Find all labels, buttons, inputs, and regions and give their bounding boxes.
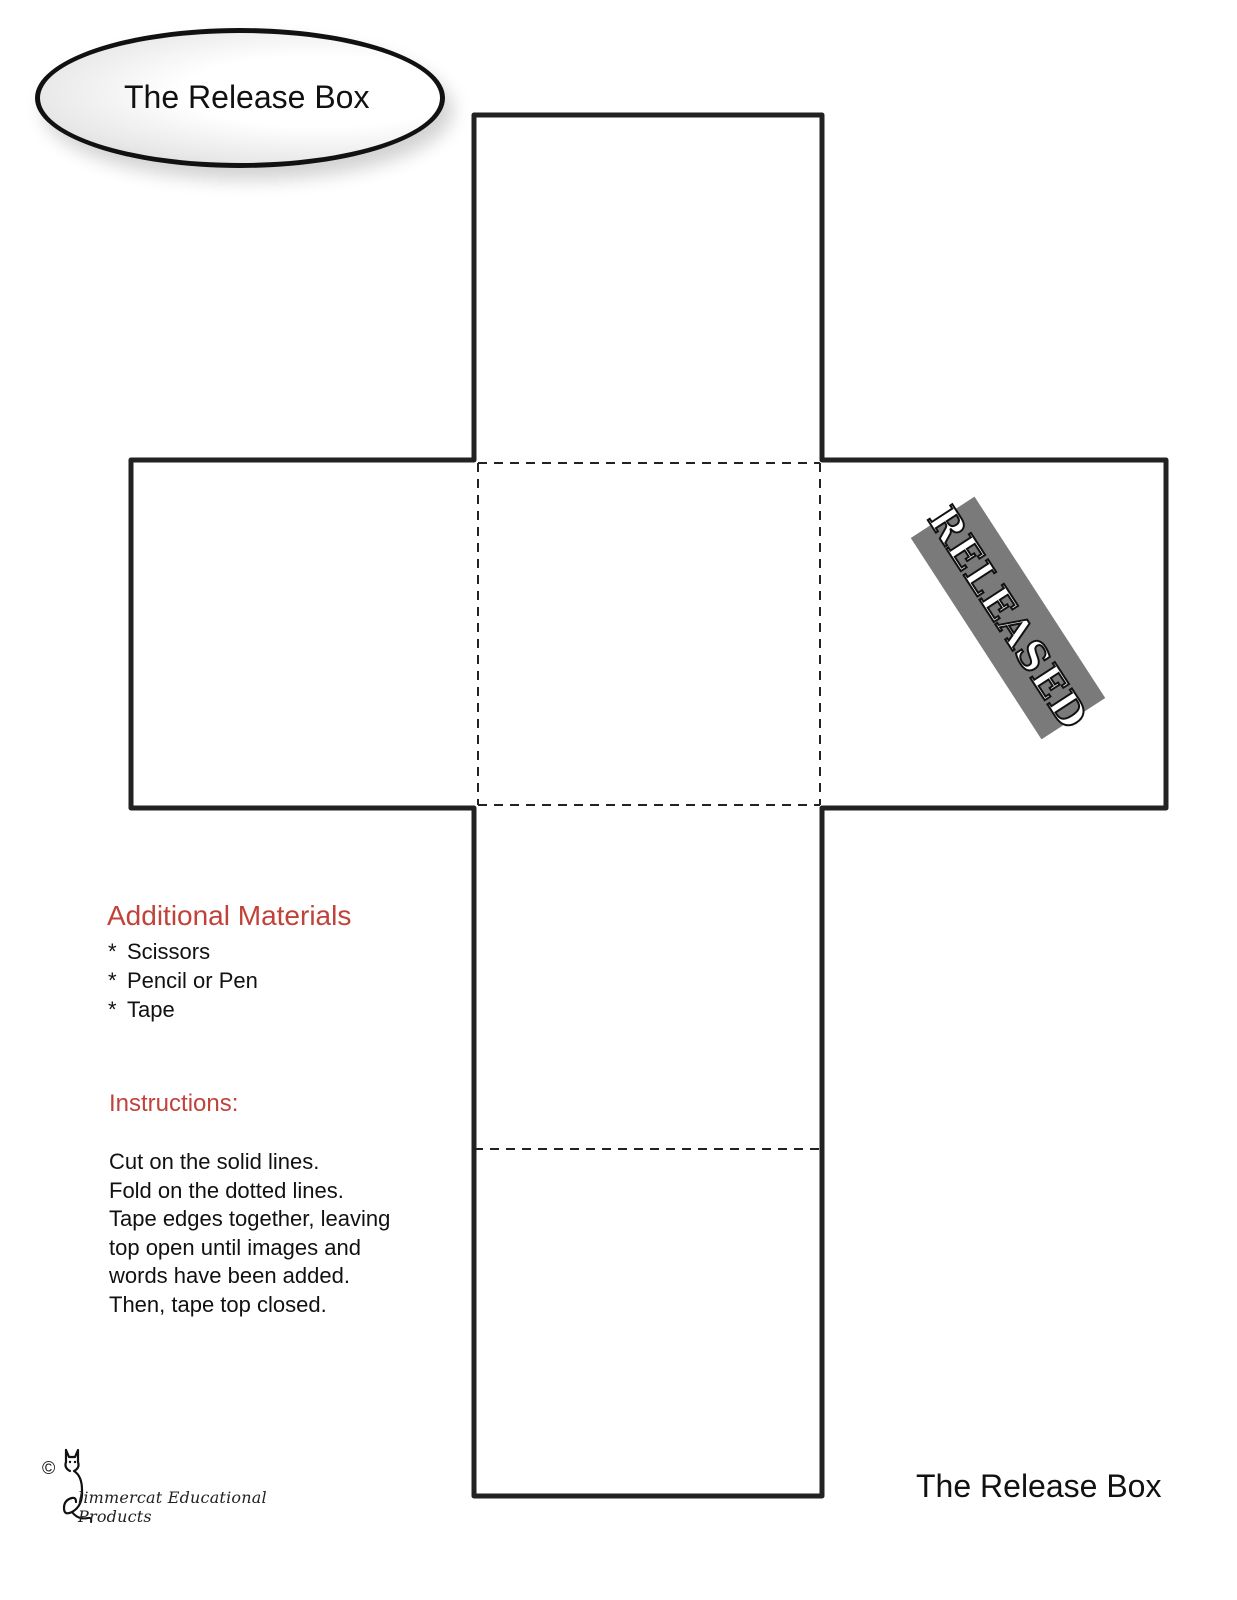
instruction-line: top open until images and (109, 1234, 361, 1260)
material-item: Tape (127, 997, 175, 1022)
list-item (108, 937, 258, 966)
bullet-star: * (108, 939, 117, 964)
materials-list (108, 937, 258, 1024)
instruction-line: Tape edges together, leaving (109, 1206, 391, 1231)
copyright-symbol: © (42, 1458, 56, 1478)
instructions-heading: Instructions: (109, 1090, 239, 1117)
list-item (108, 995, 258, 1024)
material-item: Scissors (127, 939, 211, 964)
instruction-line: Then, tape top closed. (109, 1291, 327, 1317)
publisher-name: limmercat Educational Products (78, 1488, 267, 1526)
footer-title: The Release Box (916, 1468, 1162, 1504)
released-stamp-text: RELEASED (918, 498, 1098, 738)
list-item (108, 966, 258, 995)
instruction-line: words have been added. (109, 1263, 350, 1288)
instruction-line: Fold on the dotted lines. (109, 1177, 344, 1203)
publisher-logo (40, 1446, 340, 1528)
bullet-star: * (108, 968, 117, 993)
bullet-star: * (108, 997, 117, 1022)
fold-lines (474, 463, 820, 1149)
title-oval (35, 28, 445, 168)
instructions-list (109, 1148, 390, 1319)
material-item: Pencil or Pen (127, 968, 258, 993)
page-title: The Release Box (124, 79, 370, 115)
materials-heading: Additional Materials (107, 900, 352, 931)
instruction-line: Cut on the solid lines. (109, 1149, 320, 1174)
